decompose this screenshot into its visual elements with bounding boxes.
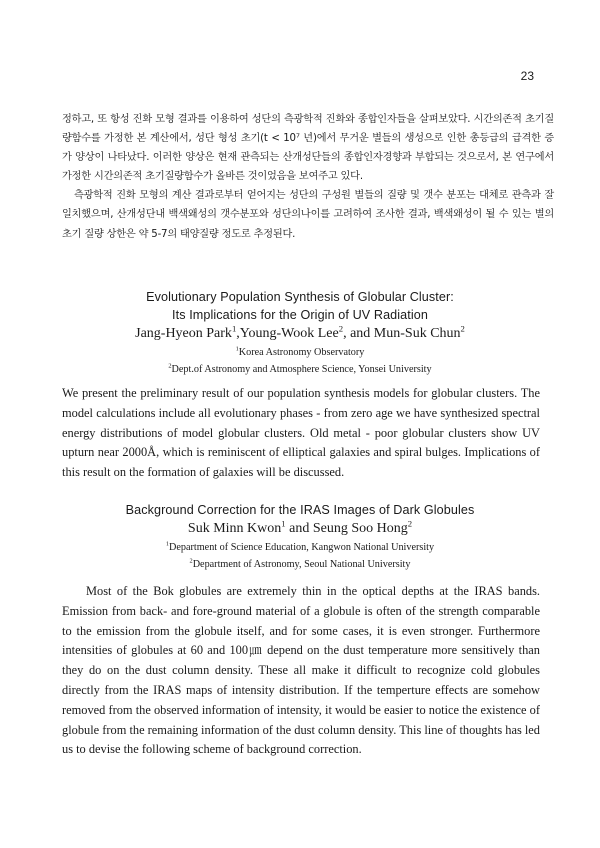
abstract2-body: Most of the Bok globules are extremely thin in the optical depths at the IRAS bands. Emission from back- and fore-ground material of a globule is often of the strength comparable to the emission from the globule itself, and for some cases, it is even stronger. Furthermore intensities of globules at 60 and 100㎛ depend on the dust temperature more sensitively than they do on the dust column density. These all make it difficult to recognize cold globules directly from the IRAS maps of intensity distribution. If the temperture effects are somehow removed from the observed information of intensity, it would be easier to notice the existence of globule from the remaining information of the dust column density. This line of thoughts has led us to devise the following scheme of background correction.	[62, 584, 540, 757]
abstract2-author2-sup: 2	[407, 518, 413, 529]
abstract1-body: We present the preliminary result of our population synthesis models for globular clusters. The model calculations include all evolutionary phases - from zero age we have synthesized spectral energy distributions of model globular clusters. Old metal - poor globular clusters show UV upturn near 2000Å, which is reminiscent of elliptical galaxies and spiral bulges. Implications of this result on the formation of galaxies will be discussed.	[62, 386, 540, 480]
abstract2-title: Background Correction for the IRAS Images of Dark Globules	[125, 503, 475, 517]
abstract2-author2: and Seung Soo Hong	[285, 521, 408, 536]
abstract1-aff2-text: Dept.of Astronomy and Atmosphere Science, Yonsei University	[171, 364, 432, 375]
abstract1-title-line1: Evolutionary Population Synthesis of Globular Cluster:	[146, 290, 454, 304]
abstract1-author1-sup: 1	[231, 323, 237, 334]
page-number: 23	[520, 69, 534, 83]
abstract1-author2-sup: 2	[338, 323, 344, 334]
abstract1-aff2-sup: 2	[168, 362, 172, 370]
abstract2-author1: Suk Minn Kwon	[187, 521, 282, 536]
abstract2-aff2-sup: 2	[189, 557, 193, 565]
abstract1-header	[40, 288, 560, 378]
abstract2-affiliation-2	[40, 556, 560, 573]
abstract1-author1: Jang-Hyeon Park	[135, 326, 232, 341]
abstract2-aff1-text: Department of Science Education, Kangwon National University	[169, 542, 435, 553]
abstract1-affiliation-2	[40, 361, 560, 378]
abstract2-header	[40, 501, 560, 573]
abstract1-aff1-text: Korea Astronomy Observatory	[238, 347, 365, 358]
abstract1-title-line2: Its Implications for the Origin of UV Radiation	[172, 308, 428, 322]
korean-paragraph-2: 측광학적 진화 모형의 계산 결과로부터 얻어지는 성단의 구성원 별들의 질량 및 갯수 분포는 대체로 관측과 잘 일치했으며, 산개성단내 백색왜성의 갯수분포와 성단의나이를 고려하여 조사한 결과, 백색왜성이 될 수 있는 별의 초기 질량 상한은 약 5-7의 태양질량 정도로 추정된다.	[62, 190, 554, 240]
abstract1-authors	[40, 324, 560, 344]
abstract2-authors	[40, 519, 560, 539]
abstract2-aff2-text: Department of Astronomy, Seoul National University	[192, 559, 411, 570]
abstract2-aff1-sup: 1	[165, 540, 170, 548]
abstract1-author2: ,Young-Wook Lee	[236, 326, 339, 341]
korean-paragraph-1: 정하고, 또 항성 진화 모형 결과를 이용하여 성단의 측광학적 진화와 종합인자들을 살펴보았다. 시간의존적 초기질량함수를 가정한 본 계산에서, 성단 형성 초기(t < 10⁷ 년)에서 무거운 별들의 생성으로 인한 총등급의 급격한 증가 양상이 나타났다. 이러한 양상은 현재 관측되는 산개성단들의 종합인자경향과 부합되는 것으로서, 본 연구에서 가정한 시간의존적 초기질량함수가 올바른 것이었음을 보여주고 있다.	[62, 114, 554, 183]
abstract1-author3: , and Mun-Suk Chun	[343, 326, 461, 341]
abstract2-author1-sup: 1	[281, 518, 286, 529]
abstract1-affiliation-1	[40, 344, 560, 361]
korean-continuation-text	[62, 110, 554, 244]
abstract1-author3-sup: 2	[460, 323, 465, 334]
abstract2-affiliation-1	[40, 539, 560, 556]
abstract1-aff1-sup: 1	[235, 345, 239, 353]
